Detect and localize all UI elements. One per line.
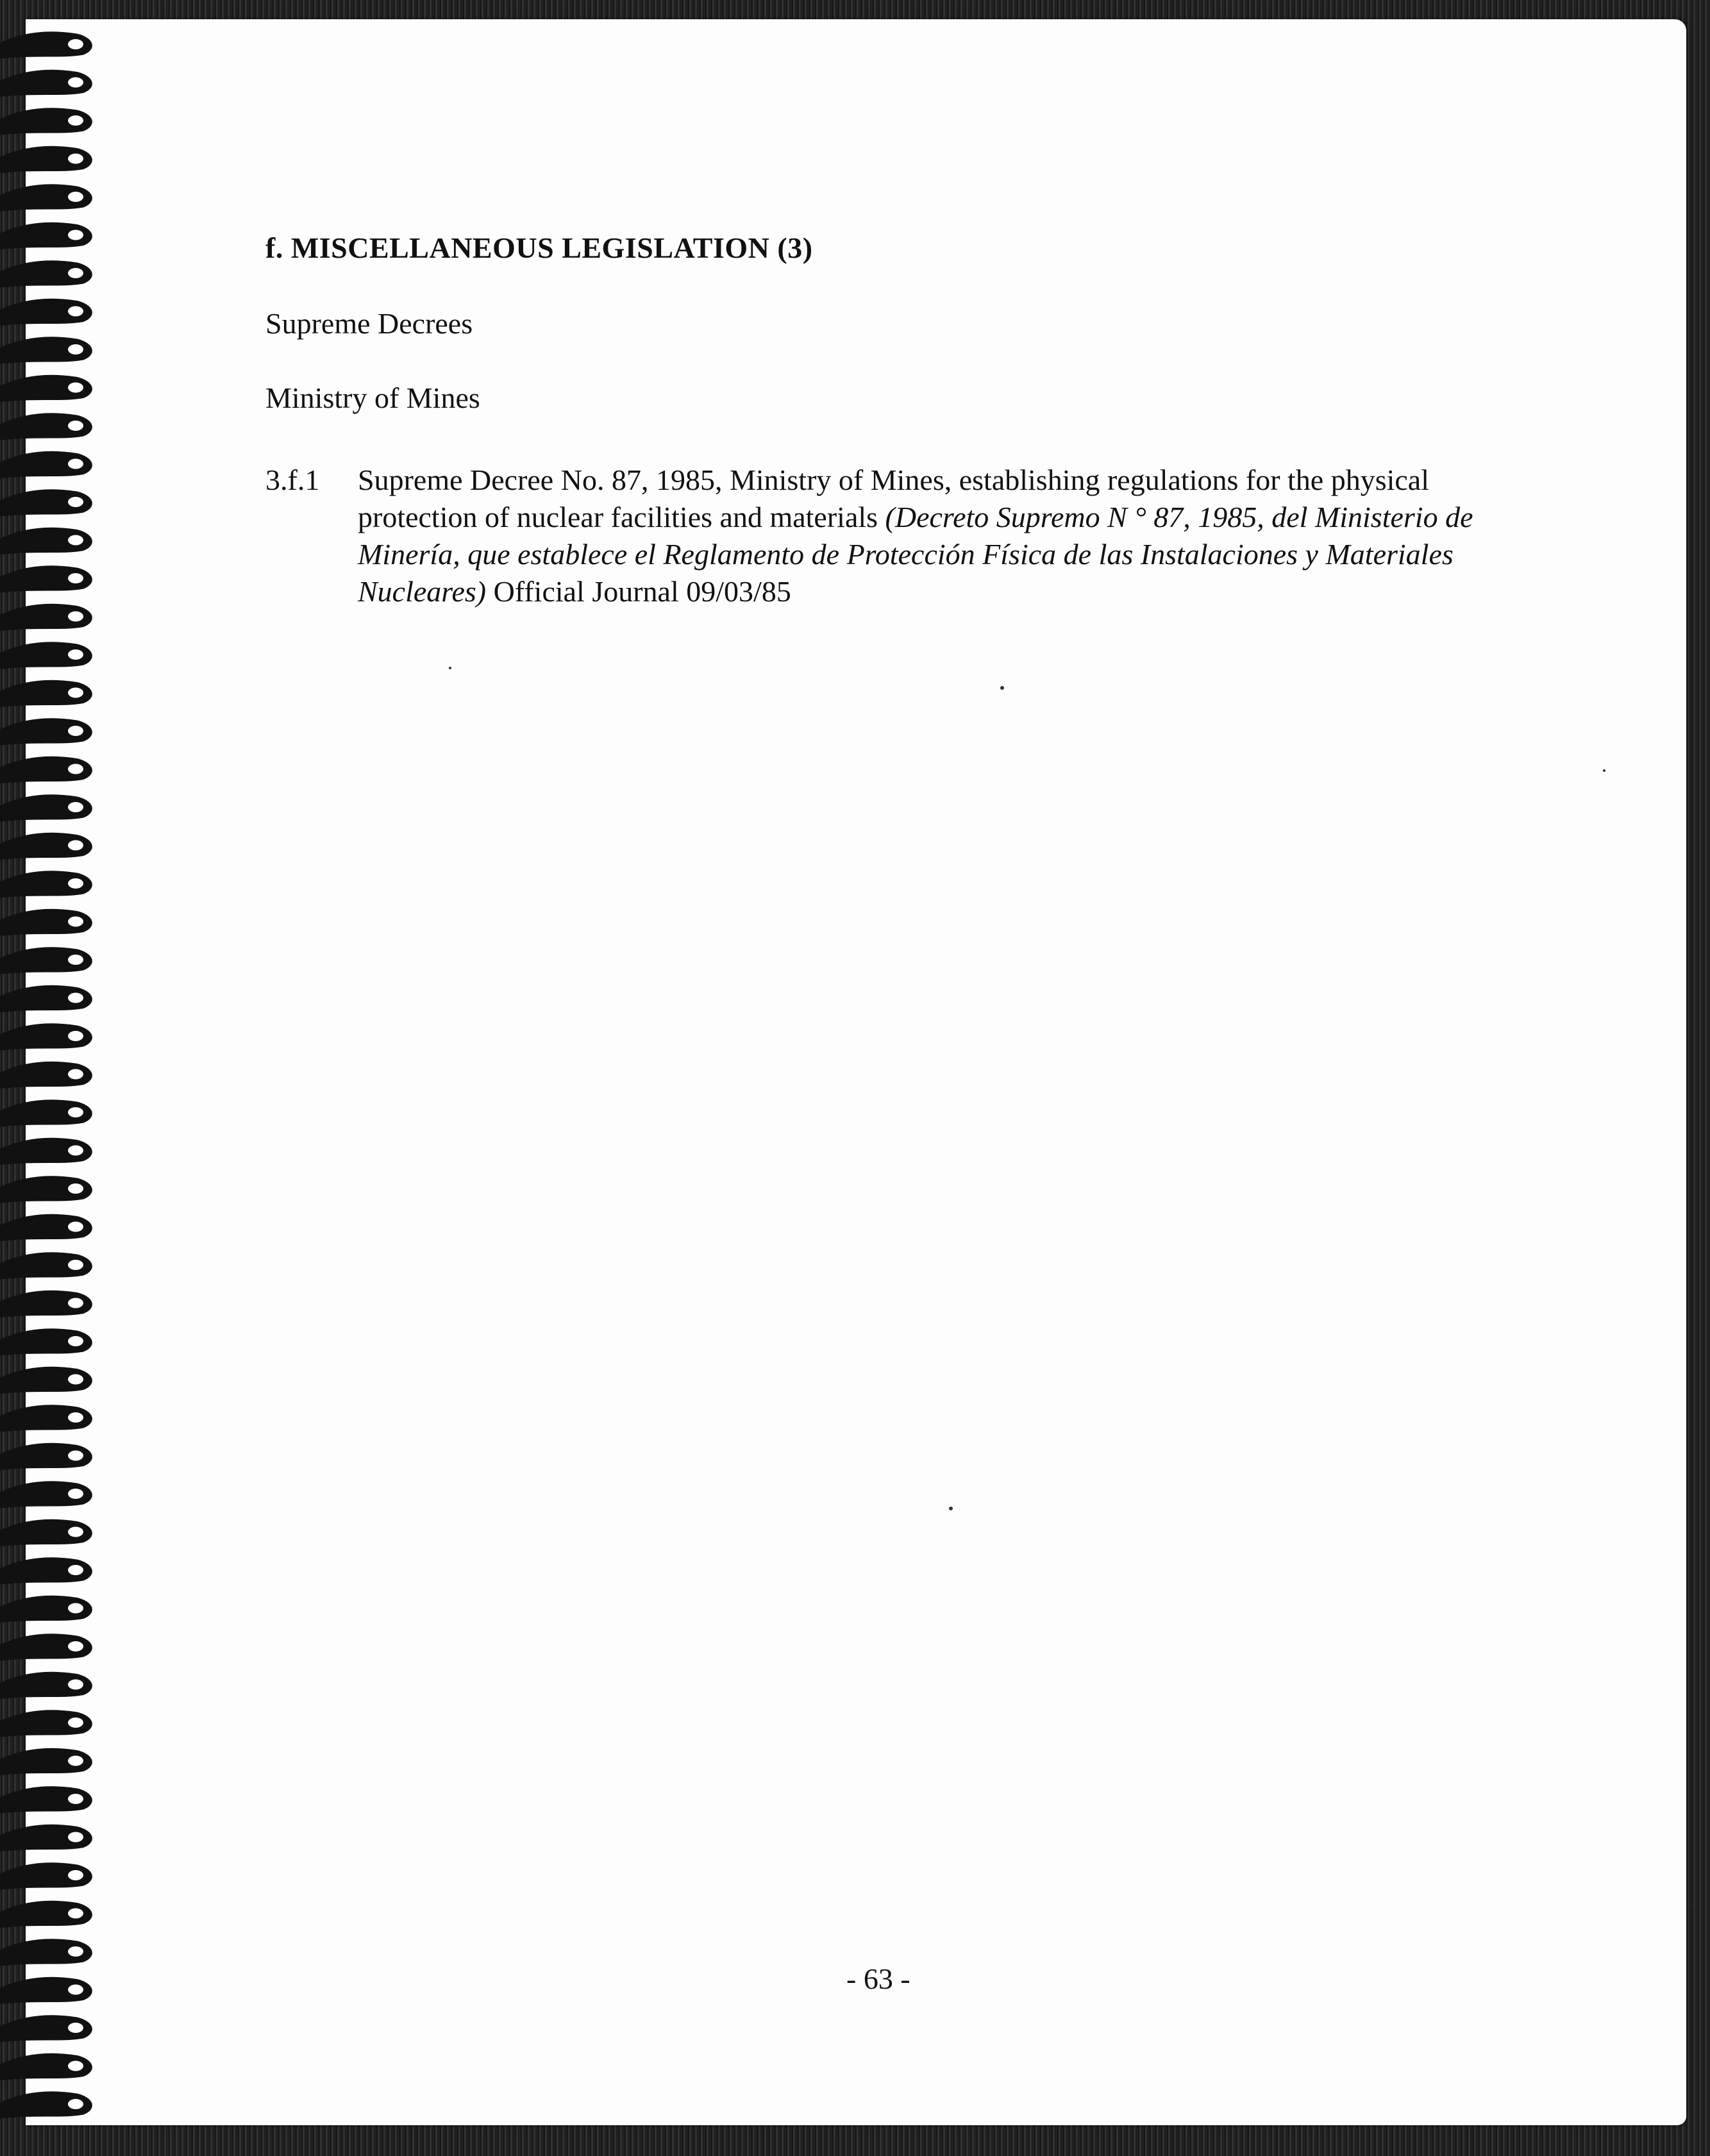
section-heading: f. MISCELLANEOUS LEGISLATION (3) — [265, 231, 813, 264]
spiral-hole — [68, 459, 83, 469]
legislation-entry — [265, 462, 1522, 610]
scan-speck — [1603, 769, 1605, 772]
spiral-hole — [68, 1985, 83, 1995]
entry-number: 3.f.1 — [265, 464, 320, 496]
spiral-hole — [68, 1794, 83, 1804]
spiral-hole — [68, 192, 83, 202]
entry-text-plain-1: Supreme Decree No. 87, 1985, Ministry of Mines, establishing regulations for the physical protection of nuclear facilities and materials — [358, 464, 1430, 533]
spiral-hole — [68, 840, 83, 851]
spiral-hole — [68, 1298, 83, 1308]
spiral-hole — [68, 535, 83, 546]
spiral-hole — [68, 1680, 83, 1690]
ministry-subheading: Ministry of Mines — [265, 381, 480, 414]
spiral-hole — [68, 1565, 83, 1575]
spiral-hole — [68, 421, 83, 431]
spiral-hole — [68, 344, 83, 355]
spiral-hole — [68, 497, 83, 507]
scan-speck — [949, 1507, 953, 1510]
entry-text-plain-2: Official Journal 09/03/85 — [486, 575, 791, 608]
spiral-hole — [68, 1717, 83, 1728]
spiral-hole — [68, 39, 83, 49]
spiral-hole — [68, 1946, 83, 1957]
entry-text-italic: (Decreto Supremo N ° 87, 1985, del Ministerio de Minería, que establece el Reglamento de Protección Física de las Instalaciones y Materiales Nucleares) — [358, 501, 1473, 608]
spiral-hole — [68, 268, 83, 278]
spiral-hole — [68, 1641, 83, 1651]
spiral-hole — [68, 2099, 83, 2109]
spiral-hole — [68, 878, 83, 889]
spiral-hole — [68, 688, 83, 698]
spiral-hole — [68, 230, 83, 240]
spiral-hole — [68, 1489, 83, 1499]
spiral-hole — [68, 1909, 83, 1919]
spiral-hole — [68, 1412, 83, 1423]
spiral-binding — [0, 26, 103, 2135]
scan-speck — [449, 667, 451, 669]
spiral-hole — [68, 78, 83, 88]
spiral-hole — [68, 1183, 83, 1194]
spiral-hole — [68, 383, 83, 393]
spiral-hole — [68, 1527, 83, 1537]
spiral-hole — [68, 917, 83, 927]
spiral-hole — [68, 573, 83, 583]
spiral-hole — [68, 1870, 83, 1880]
spiral-hole — [68, 1260, 83, 1270]
spiral-hole — [68, 649, 83, 660]
spiral-hole — [68, 1146, 83, 1156]
document-page — [26, 19, 1686, 2125]
scan-speck — [1000, 686, 1004, 690]
spiral-hole — [68, 1832, 83, 1843]
entry-text — [358, 462, 1512, 610]
spiral-hole — [68, 154, 83, 164]
spiral-hole — [68, 955, 83, 965]
spiral-hole — [68, 1107, 83, 1117]
spiral-hole — [68, 1451, 83, 1461]
spiral-hole — [68, 115, 83, 126]
spiral-hole — [68, 1336, 83, 1346]
spiral-hole — [68, 1069, 83, 1080]
spiral-hole — [68, 764, 83, 774]
spiral-hole — [68, 1756, 83, 1766]
spiral-hole — [68, 993, 83, 1003]
spiral-hole — [68, 1222, 83, 1232]
spiral-hole — [68, 612, 83, 622]
spiral-hole — [68, 802, 83, 812]
spiral-hole — [68, 2023, 83, 2033]
spiral-hole — [68, 1375, 83, 1385]
spiral-hole — [68, 2061, 83, 2071]
spiral-hole — [68, 1031, 83, 1041]
spiral-hole — [68, 1603, 83, 1614]
spiral-hole — [68, 726, 83, 736]
page-number: - 63 - — [846, 1962, 910, 1995]
scan-speck — [1693, 1904, 1695, 1907]
spiral-hole — [68, 306, 83, 317]
decree-type-subheading: Supreme Decrees — [265, 307, 473, 340]
